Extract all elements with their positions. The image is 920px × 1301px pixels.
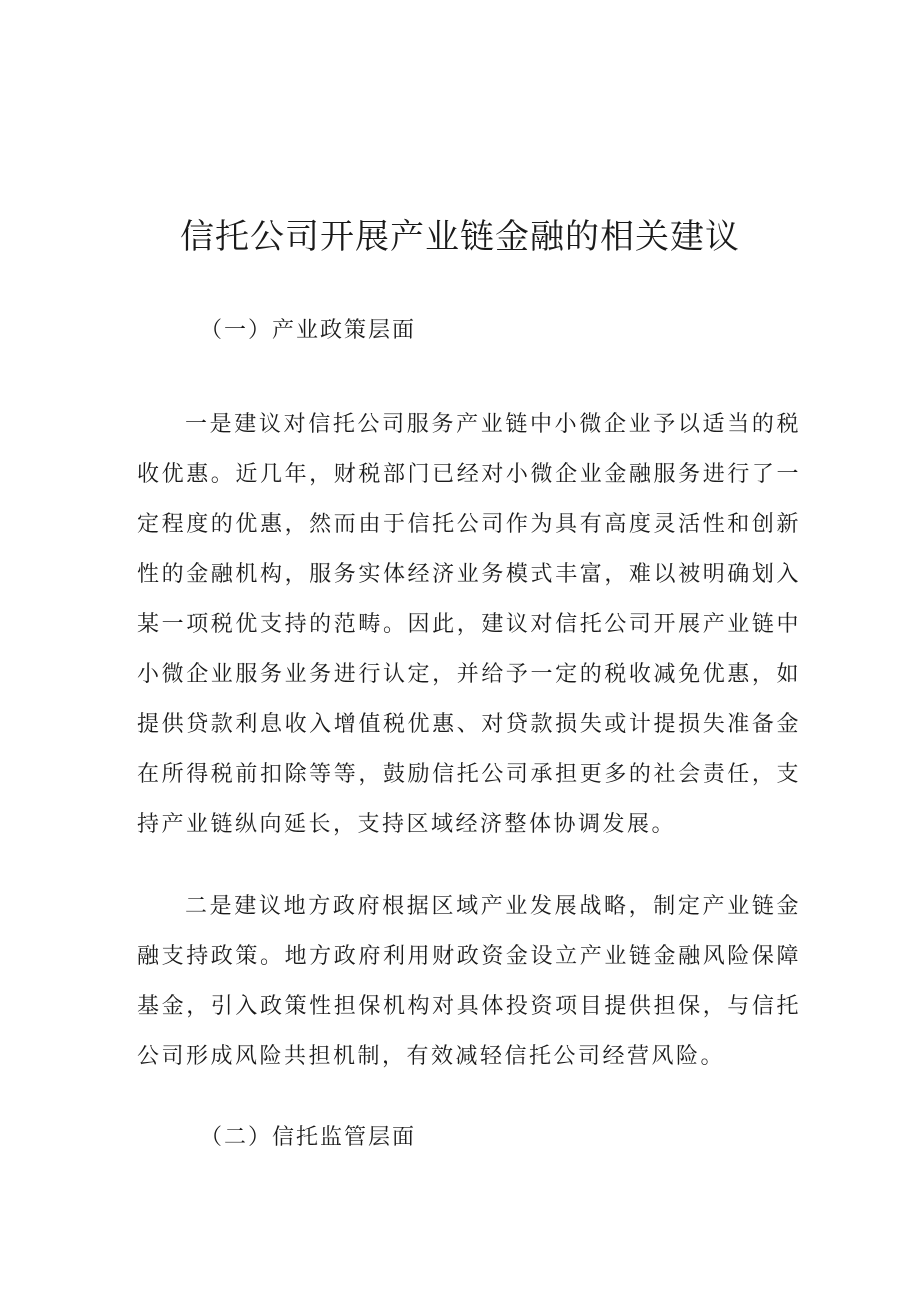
paragraph-tax-incentive: 一是建议对信托公司服务产业链中小微企业予以适当的税收优惠。近几年，财税部门已经对小微企业金融服务进行了一定程度的优惠，然而由于信托公司作为具有高度灵活性和创新性的金融机构，服务实体经济业务模式丰富，难以被明确划入某一项税优支持的范畴。因此，建议对信托公司开展产业链中小微企业服务业务进行认定，并给予一定的税收减免优惠，如提供贷款利息收入增值税优惠、对贷款损失或计提损失准备金在所得税前扣除等等，鼓励信托公司承担更多的社会责任，支持产业链纵向延长，支持区域经济整体协调发展。 [137,412,801,837]
document-title: 信托公司开展产业链金融的相关建议 [180,217,740,257]
paragraph-local-government-policy: 二是建议地方政府根据区域产业发展战略，制定产业链金融支持政策。地方政府利用财政资金设立产业链金融风险保障基金，引入政策性担保机构对具体投资项目提供担保，与信托公司形成风险共担机制，有效减轻信托公司经营风险。 [137,894,801,1069]
section-heading-industrial-policy: （一）产业政策层面 [200,318,417,343]
section-heading-trust-regulation: （二）信托监管层面 [200,1125,417,1150]
